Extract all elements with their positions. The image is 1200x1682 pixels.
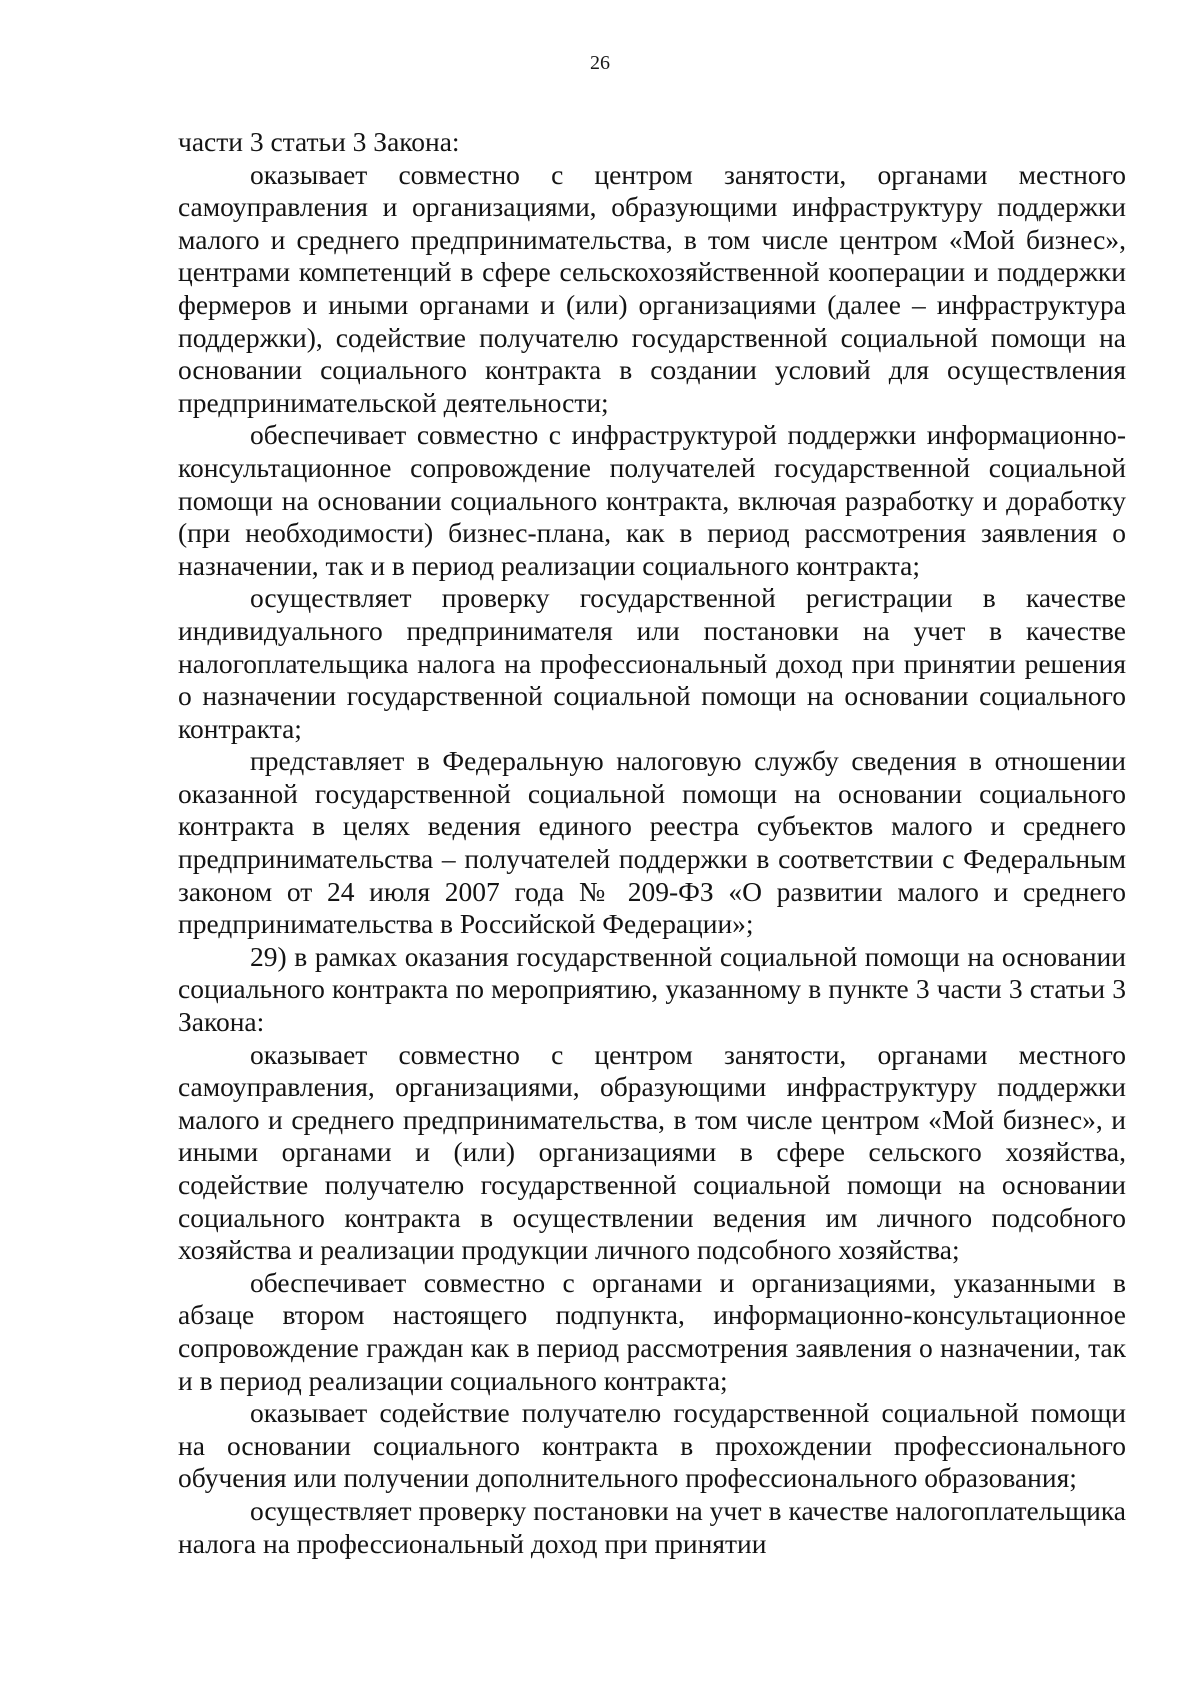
paragraph: оказывает совместно с центром занятости, органами местного самоуправления, организациями, образующими инфраструктуру поддержки малого и среднего предпринимательства, в том числе центром «Мой бизнес», и иными органами и (или) организациями в сфере сельского хозяйства, содействие получателю государственной социальной помощи на основании социального контракта в осуществлении ведения им личного подсобного хозяйства и реализации продукции личного подсобного хозяйства; — [178, 1038, 1126, 1266]
page-number: 26 — [590, 52, 610, 74]
paragraph: представляет в Федеральную налоговую службу сведения в отношении оказанной государственной социальной помощи на основании социального контракта в целях ведения единого реестра субъектов малого и среднего предпринимательства – получателей поддержки в соответствии с Федеральным законом от 24 июля 2007 года № 209-ФЗ «О развитии малого и среднего предпринимательства в Российской Федерации»; — [178, 745, 1126, 940]
paragraph: обеспечивает совместно с органами и организациями, указанными в абзаце втором настоящего подпункта, информационно-консультационное сопровождение граждан как в период рассмотрения заявления о назначении, так и в период реализации социального контракта; — [178, 1266, 1126, 1396]
paragraph-item-29: 29) в рамках оказания государственной социальной помощи на основании социального контракта по мероприятию, указанному в пункте 3 части 3 статьи 3 Закона: — [178, 940, 1126, 1038]
document-body — [178, 126, 1126, 1560]
paragraph: обеспечивает совместно с инфраструктурой поддержки информационно-консультационное сопровождение получателей государственной социальной помощи на основании социального контракта, включая разработку и доработку (при необходимости) бизнес-плана, как в период рассмотрения заявления о назначении, так и в период реализации социального контракта; — [178, 419, 1126, 581]
paragraph: оказывает совместно с центром занятости, органами местного самоуправления и организациями, образующими инфраструктуру поддержки малого и среднего предпринимательства, в том числе центром «Мой бизнес», центрами компетенций в сфере сельскохозяйственной кооперации и поддержки фермеров и иными органами и (или) организациями (далее – инфраструктура поддержки), содействие получателю государственной социальной помощи на основании социального контракта в создании условий для осуществления предпринимательской деятельности; — [178, 158, 1126, 418]
paragraph: осуществляет проверку постановки на учет в качестве налогоплательщика налога на профессиональный доход при принятии — [178, 1494, 1126, 1559]
paragraph: оказывает содействие получателю государственной социальной помощи на основании социального контракта в прохождении профессионального обучения или получении дополнительного профессионального образования; — [178, 1397, 1126, 1494]
paragraph-continuation: части 3 статьи 3 Закона: — [178, 126, 460, 157]
paragraph: осуществляет проверку государственной регистрации в качестве индивидуального предпринимателя или постановки на учет в качестве налогоплательщика налога на профессиональный доход при принятии решения о назначении государственной социальной помощи на основании социального контракта; — [178, 582, 1126, 744]
